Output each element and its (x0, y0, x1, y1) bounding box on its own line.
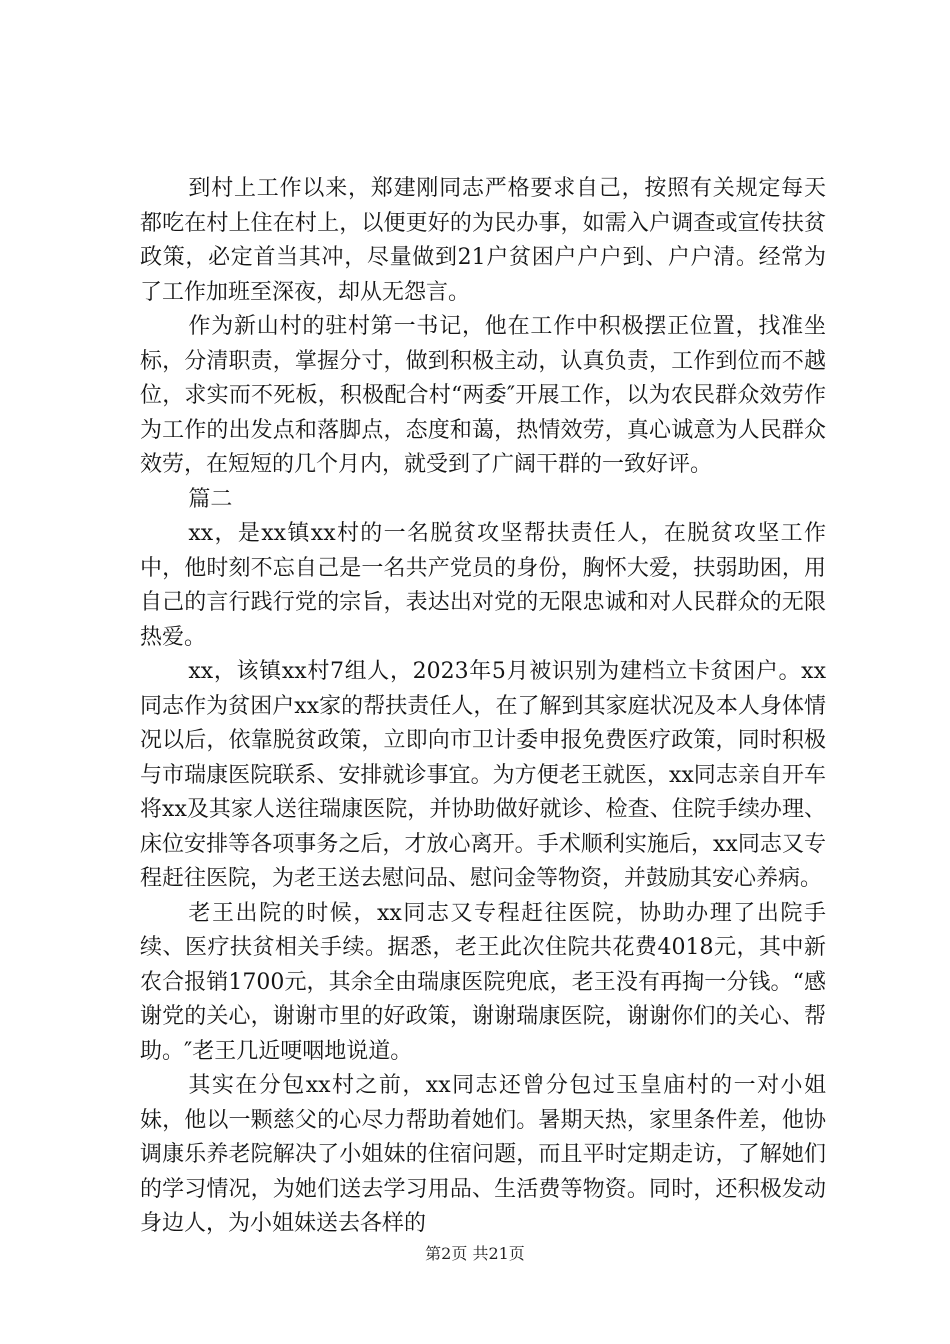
paragraph: 其实在分包xx村之前，xx同志还曾分包过玉皇庙村的一对小姐妹，他以一颗慈父的心尽力帮助着她们。暑期天热，家里条件差，他协调康乐养老院解决了小姐妹的住宿问题，而且平时定期走访，了解她们的学习情况，为她们送去学习用品、生活费等物资。同时，还积极发动身边人，为小姐妹送去各样的 (140, 1073, 826, 1236)
paragraph: 老王出院的时候，xx同志又专程赶往医院，协助办理了出院手续、医疗扶贫相关手续。据悉，老王此次住院共花费4018元，其中新农合报销1700元，其余全由瑞康医院兜底，老王没有再掏一分钱。“感谢党的关心，谢谢市里的好政策，谢谢瑞康医院，谢谢你们的关心、帮助。″老王几近哽咽地说道。 (140, 900, 826, 1064)
document-body (140, 172, 826, 1242)
page-number-footer: 第2页 共21页 (425, 1244, 525, 1263)
paragraph: 到村上工作以来，郑建刚同志严格要求自己，按照有关规定每天都吃在村上住在村上，以便更好的为民办事，如需入户调查或宣传扶贫政策，必定首当其冲，尽量做到21户贫困户户户到、户户清。经常为了工作加班至深夜，却从无怨言。 (140, 176, 826, 305)
section-title: 篇二 (188, 486, 233, 512)
paragraph: 作为新山村的驻村第一书记，他在工作中积极摆正位置，找准坐标，分清职责，掌握分寸，做到积极主动，认真负责，工作到位而不越位，求实而不死板，积极配合村“两委″开展工作，以为农民群众效劳作为工作的出发点和落脚点，态度和蔼，热情效劳，真心诚意为人民群众效劳，在短短的几个月内，就受到了广阔干群的一致好评。 (140, 314, 826, 477)
paragraph: xx，是xx镇xx村的一名脱贫攻坚帮扶责任人，在脱贫攻坚工作中，他时刻不忘自己是一名共产党员的身份，胸怀大爱，扶弱助困，用自己的言行践行党的宗旨，表达出对党的无限忠诚和对人民群众的无限热爱。 (140, 521, 826, 650)
paragraph: xx，该镇xx村7组人，2023年5月被识别为建档立卡贫困户。xx同志作为贫困户xx家的帮扶责任人，在了解到其家庭状况及本人身体情况以后，依靠脱贫政策，立即向市卫计委申报免费医疗政策，同时积极与市瑞康医院联系、安排就诊事宜。为方便老王就医，xx同志亲自开车将xx及其家人送往瑞康医院，并协助做好就诊、检查、住院手续办理、床位安排等各项事务之后，才放心离开。手术顺利实施后，xx同志又专程赶往医院，为老王送去慰问品、慰问金等物资，并鼓励其安心养病。 (140, 659, 826, 891)
